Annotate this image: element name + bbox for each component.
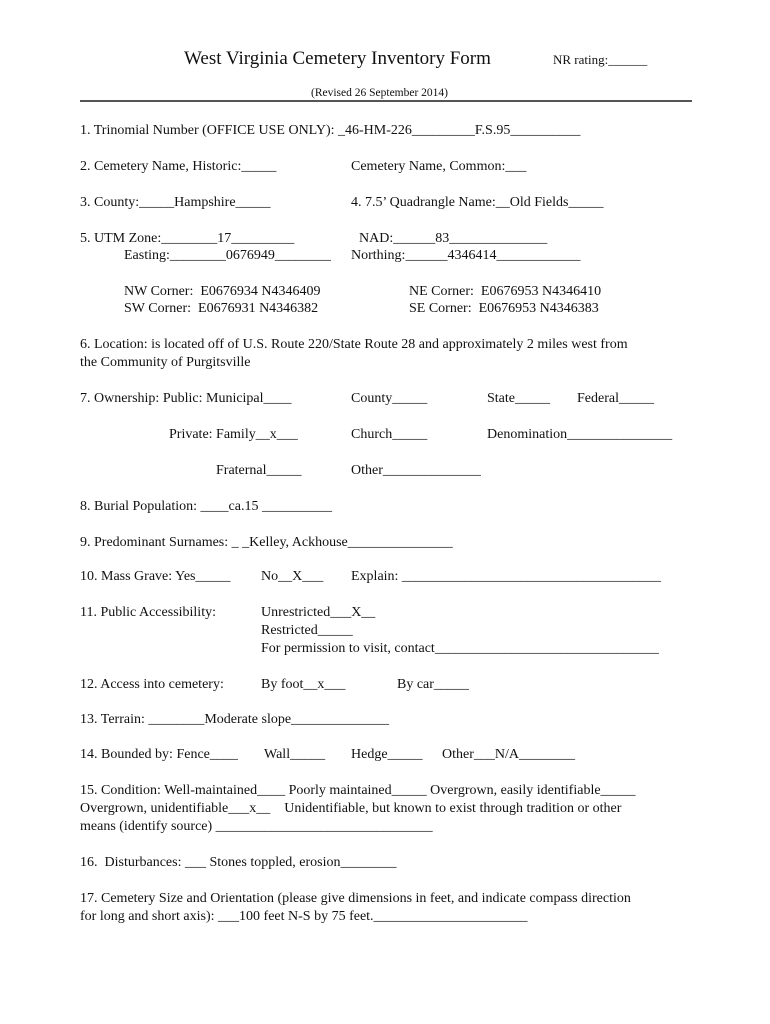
ownership-fraternal[interactable]: Fraternal_____ [216,463,302,478]
form-title: West Virginia Cemetery Inventory Form [184,48,491,69]
cemetery-name-common-field[interactable]: Cemetery Name, Common:___ [351,159,527,174]
ownership-federal[interactable]: Federal_____ [577,391,654,406]
revision-date: (Revised 26 September 2014) [311,87,449,99]
cemetery-name-historic-field[interactable]: 2. Cemetery Name, Historic:_____ [80,159,277,174]
sw-corner-coordinates: SW Corner: E0676931 N4346382 [124,301,319,316]
nw-corner-coordinates: NW Corner: E0676934 N4346409 [124,284,321,299]
condition-line-2[interactable]: Overgrown, unidentifiable___x__ Unidentifiable, but known to exist through tradition or other [80,801,622,816]
mass-grave-no[interactable]: No__X___ [261,569,324,584]
permission-contact-field[interactable]: For permission to visit, contact________________________________ [261,641,659,656]
predominant-surnames-field[interactable]: 9. Predominant Surnames: _ _Kelley, Ackhouse_______________ [80,535,453,550]
location-text-line-1: 6. Location: is located off of U.S. Route 220/State Route 28 and approximately 2 miles west from [80,337,628,352]
nr-rating: NR rating:______ [553,52,648,67]
burial-population-field[interactable]: 8. Burial Population: ____ca.15 __________ [80,499,332,514]
header-divider [80,100,692,102]
access-by-foot[interactable]: By foot__x___ [261,677,346,692]
size-orientation-line-2[interactable]: for long and short axis): ___100 feet N-S by 75 feet.______________________ [80,909,528,924]
terrain-field[interactable]: 13. Terrain: ________Moderate slope______________ [80,712,390,727]
ownership-church[interactable]: Church_____ [351,427,428,442]
ownership-denomination[interactable]: Denomination_______________ [487,427,673,442]
location-text-line-2: the Community of Purgitsville [80,355,251,370]
condition-line-3[interactable]: means (identify source) _______________________________ [80,819,433,834]
disturbances-field[interactable]: 16. Disturbances: ___ Stones toppled, erosion________ [80,855,397,870]
easting-field[interactable]: Easting:________0676949________ [124,248,331,263]
nad-field[interactable]: NAD:______83______________ [359,231,548,246]
utm-zone-field[interactable]: 5. UTM Zone:________17_________ [80,231,295,246]
bounded-by-fence[interactable]: 14. Bounded by: Fence____ [80,747,238,762]
trinomial-number-field[interactable]: 1. Trinomial Number (OFFICE USE ONLY): _46-HM-226_________F.S.95__________ [80,123,581,138]
county-field[interactable]: 3. County:_____Hampshire_____ [80,195,271,210]
access-label: 12. Access into cemetery: [80,677,224,692]
northing-field[interactable]: Northing:______4346414____________ [351,248,581,263]
ownership-public-municipal[interactable]: 7. Ownership: Public: Municipal____ [80,391,292,406]
bounded-by-wall[interactable]: Wall_____ [264,747,326,762]
ownership-state[interactable]: State_____ [487,391,550,406]
quadrangle-name-field[interactable]: 4. 7.5’ Quadrangle Name:__Old Fields_____ [351,195,604,210]
ownership-private-family[interactable]: Private: Family__x___ [169,427,298,442]
accessibility-unrestricted[interactable]: Unrestricted___X__ [261,605,376,620]
ne-corner-coordinates: NE Corner: E0676953 N4346410 [409,284,602,299]
mass-grave-explain[interactable]: Explain: _____________________________________ [351,569,661,584]
condition-line-1[interactable]: 15. Condition: Well-maintained____ Poorly maintained_____ Overgrown, easily identifiable_____ [80,783,636,798]
bounded-by-hedge[interactable]: Hedge_____ [351,747,423,762]
access-by-car[interactable]: By car_____ [397,677,469,692]
ownership-other[interactable]: Other______________ [351,463,481,478]
size-orientation-line-1: 17. Cemetery Size and Orientation (please give dimensions in feet, and indicate compass direction [80,891,631,906]
mass-grave-yes[interactable]: 10. Mass Grave: Yes_____ [80,569,231,584]
bounded-by-other[interactable]: Other___N/A________ [442,747,575,762]
public-accessibility-label: 11. Public Accessibility: [80,605,216,620]
accessibility-restricted[interactable]: Restricted_____ [261,623,353,638]
se-corner-coordinates: SE Corner: E0676953 N4346383 [409,301,599,316]
ownership-county[interactable]: County_____ [351,391,428,406]
